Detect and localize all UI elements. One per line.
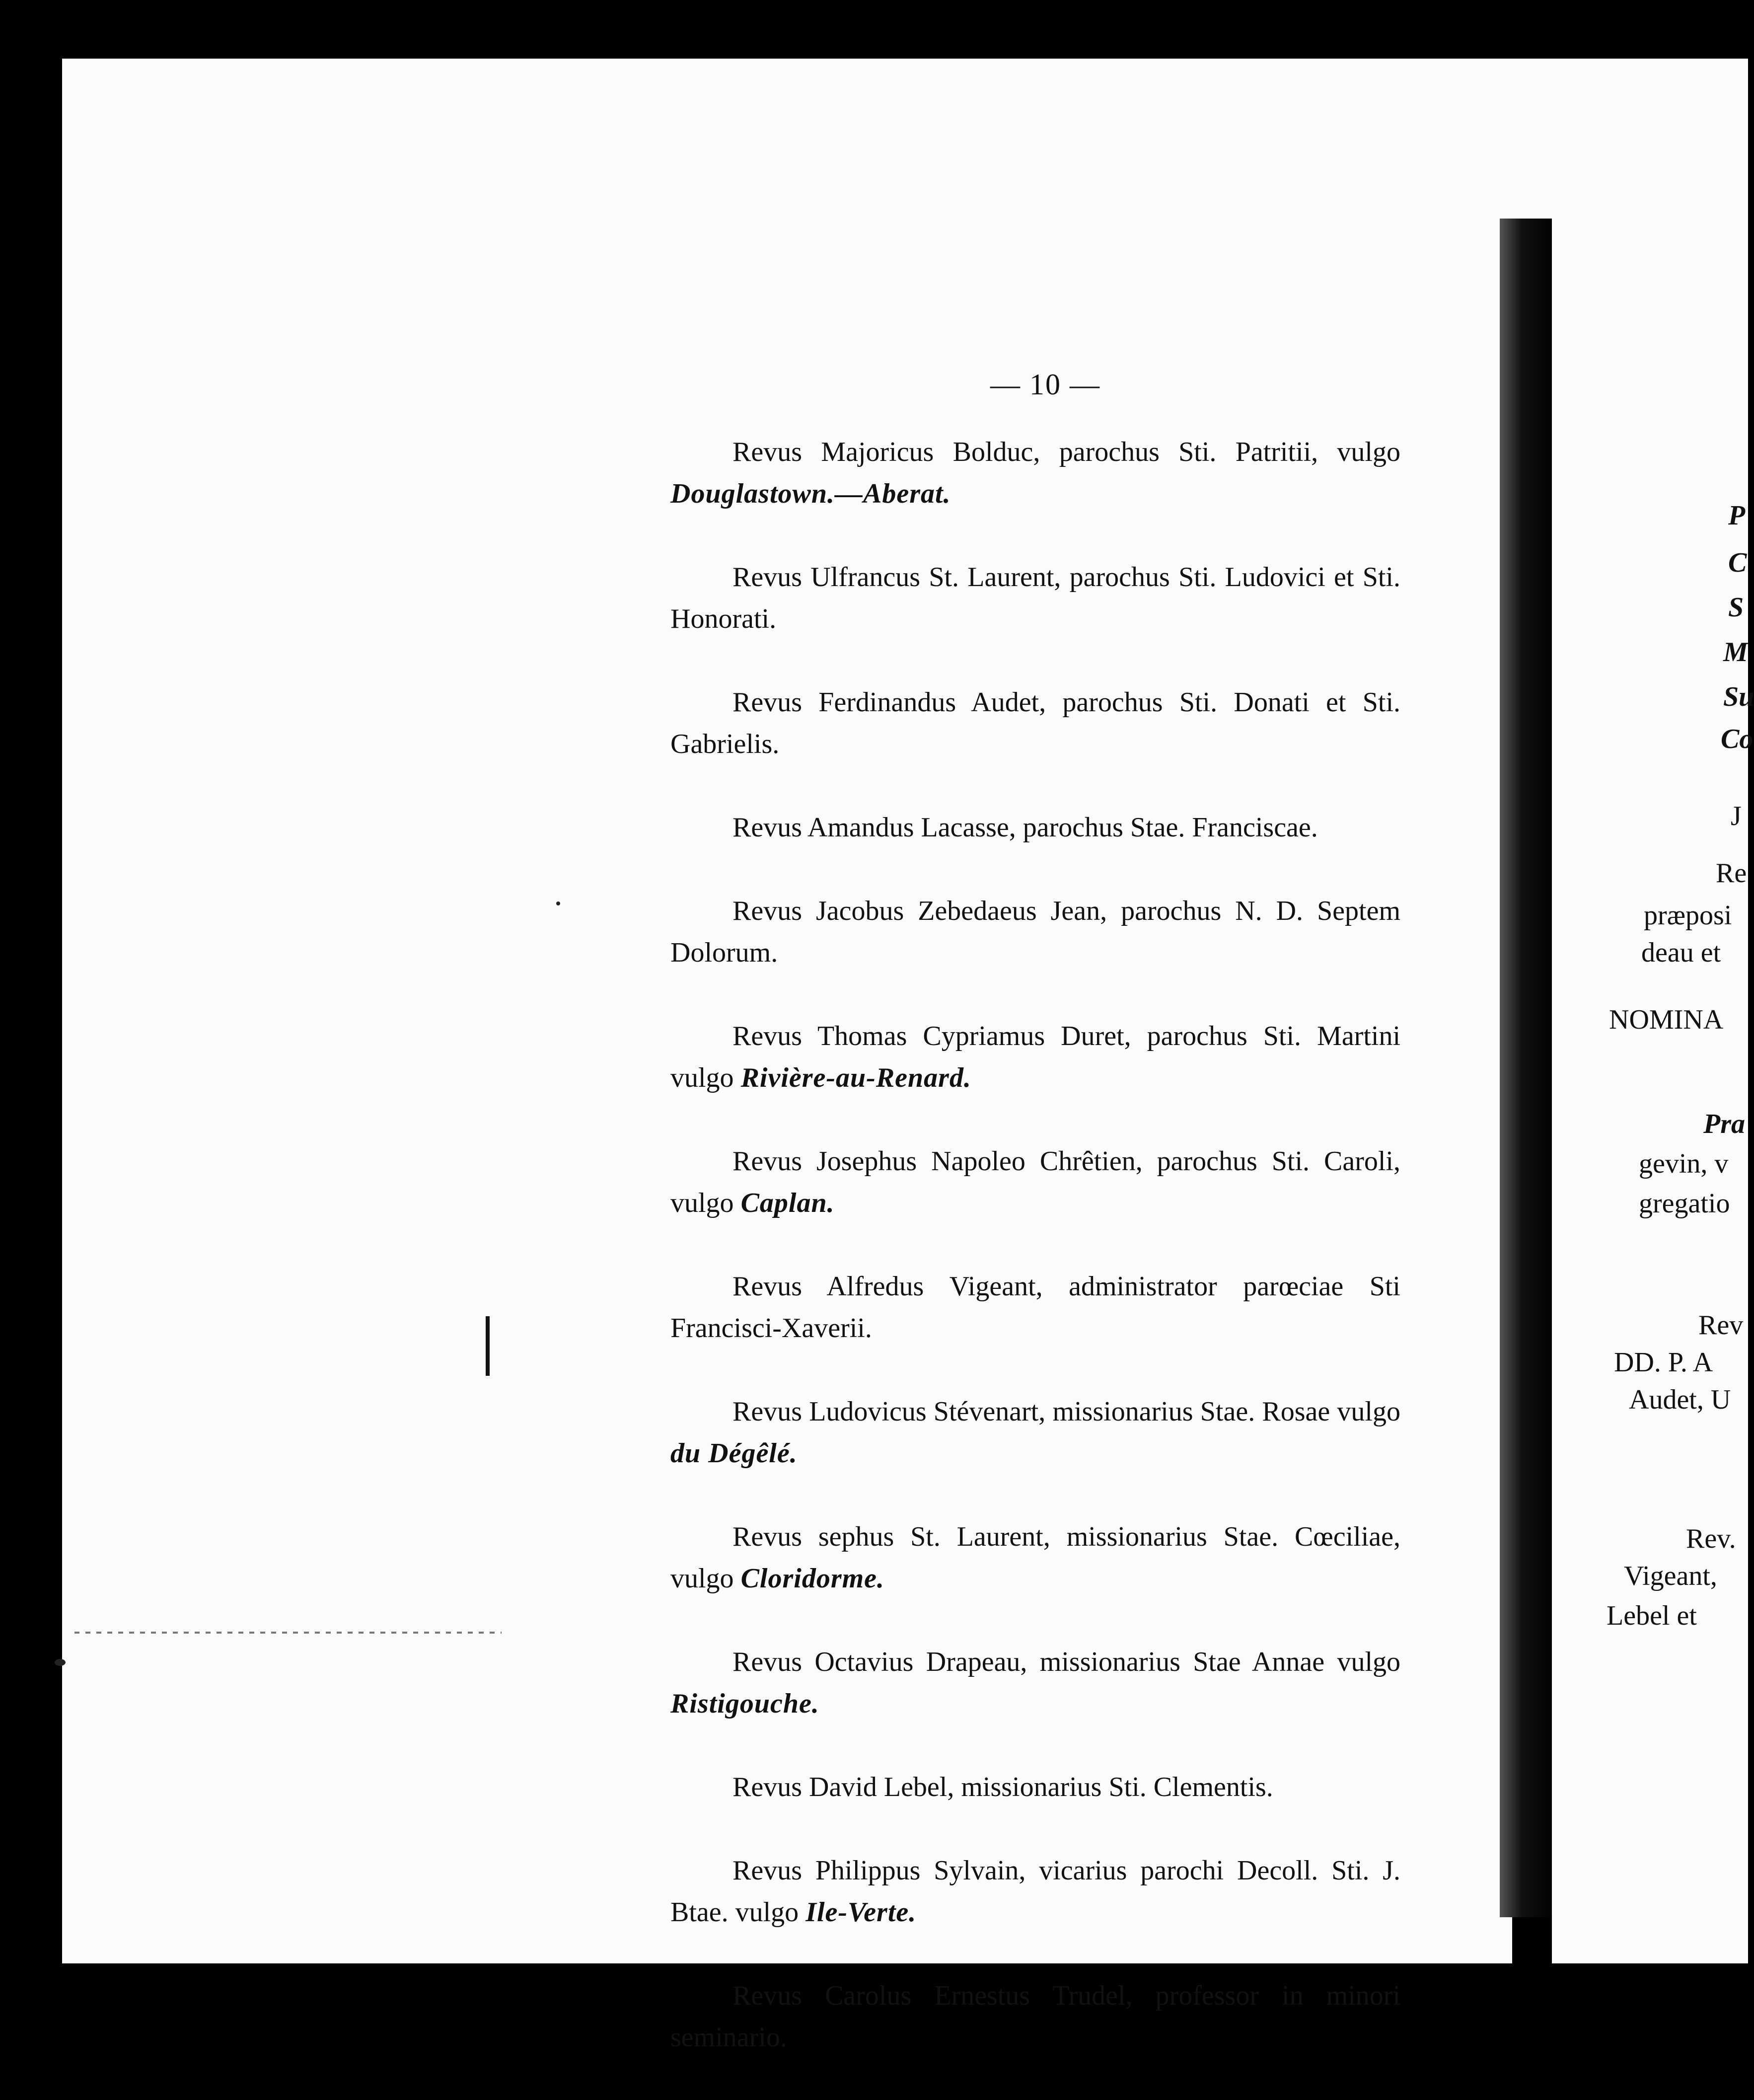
clergy-entry (670, 1140, 1400, 1224)
clergy-entry (670, 1641, 1400, 1725)
entry-text: Revus Amandus Lacasse, parochus Stae. Franciscae. (732, 812, 1318, 843)
entry-italic: Douglastown.—Aberat. (670, 478, 951, 509)
entry-text: Revus Octavius Drapeau, missionarius Stae Annae vulgo (732, 1647, 1400, 1677)
entry-text: Revus sephus St. Laurent, missionarius Stae. Cœciliae, vulgo (670, 1521, 1400, 1594)
facing-fragment: NOMINA (1609, 1004, 1724, 1035)
facing-fragment: Rev (1698, 1310, 1744, 1341)
scan-speck (55, 1659, 66, 1666)
clergy-entry (670, 890, 1400, 974)
entry-italic: Ristigouche. (670, 1688, 819, 1719)
facing-fragment: DD. P. A (1614, 1347, 1713, 1378)
page-gutter-shadow (1500, 219, 1554, 1917)
clergy-entry (670, 807, 1400, 848)
entry-text: Revus David Lebel, missionarius Sti. Clementis. (732, 1772, 1273, 1802)
clergy-entry (670, 1391, 1400, 1474)
clergy-entry (670, 1015, 1400, 1099)
facing-fragment: deau et (1641, 937, 1721, 968)
page-number: — 10 — (990, 368, 1100, 401)
entry-text: Revus Alfredus Vigeant, administrator parœciae Sti Francisci-Xaverii. (670, 1271, 1400, 1344)
entry-italic: Ile-Verte. (805, 1897, 917, 1928)
entry-text: Revus Ulfrancus St. Laurent, parochus Sti. Ludovici et Sti. Honorati. (670, 562, 1400, 634)
facing-fragment: P (1728, 500, 1746, 531)
entry-italic: Caplan. (740, 1188, 835, 1218)
gutter-top (1500, 59, 1554, 219)
facing-fragment: Vigeant, (1624, 1561, 1717, 1591)
entry-text: Revus Ludovicus Stévenart, missionarius Stae. Rosae vulgo (732, 1396, 1400, 1427)
entry-text: Revus Ferdinandus Audet, parochus Sti. Donati et Sti. Gabrielis. (670, 687, 1400, 759)
facing-fragment: M (1723, 637, 1748, 668)
facing-fragment: gevin, v (1639, 1148, 1729, 1179)
scan-mark (486, 1316, 490, 1376)
entry-text: Revus Josephus Napoleo Chrêtien, parochus Sti. Caroli, vulgo (670, 1146, 1400, 1218)
entry-italic: Cloridorme. (740, 1563, 885, 1594)
entry-text: Revus Thomas Cypriamus Duret, parochus Sti. Martini vulgo (670, 1021, 1400, 1093)
facing-fragment: Co (1721, 724, 1754, 754)
facing-fragment: Re (1716, 858, 1747, 889)
facing-fragment: Lebel et (1607, 1600, 1697, 1631)
clergy-entry (670, 681, 1400, 765)
clergy-entry (670, 556, 1400, 640)
facing-fragment: præposi (1644, 900, 1732, 931)
facing-fragment: Rev. (1686, 1523, 1736, 1554)
clergy-entry (670, 431, 1400, 515)
facing-fragment: Su (1723, 681, 1754, 712)
clergy-list (670, 431, 1400, 2100)
clergy-entry (670, 1766, 1400, 1808)
entry-text: Revus Philippus Sylvain, vicarius parochi Decoll. Sti. J. Btae. vulgo (670, 1855, 1400, 1928)
clergy-entry (670, 1975, 1400, 2058)
facing-fragment: S (1728, 592, 1744, 623)
entry-text: Revus Majoricus Bolduc, parochus Sti. Patritii, vulgo (732, 437, 1400, 467)
scan-speck (556, 901, 560, 905)
facing-fragment: C (1728, 547, 1747, 578)
facing-fragment: Audet, U (1629, 1384, 1731, 1415)
facing-fragment: Pra (1703, 1109, 1745, 1139)
clergy-entry (670, 1516, 1400, 1599)
entry-italic: Rivière-au-Renard. (740, 1062, 971, 1093)
entry-italic: du Dégêlé. (670, 1438, 798, 1469)
entry-text: Revus Jacobus Zebedaeus Jean, parochus N. D. Septem Dolorum. (670, 896, 1400, 968)
entry-text: Revus Carolus Ernestus Trudel, professor in minori seminario. (670, 1980, 1400, 2053)
facing-fragment: J (1731, 801, 1742, 831)
clergy-entry (670, 1850, 1400, 1933)
facing-fragment: gregatio (1639, 1188, 1730, 1219)
scan-noise-line (74, 1632, 502, 1634)
clergy-entry (670, 1266, 1400, 1349)
